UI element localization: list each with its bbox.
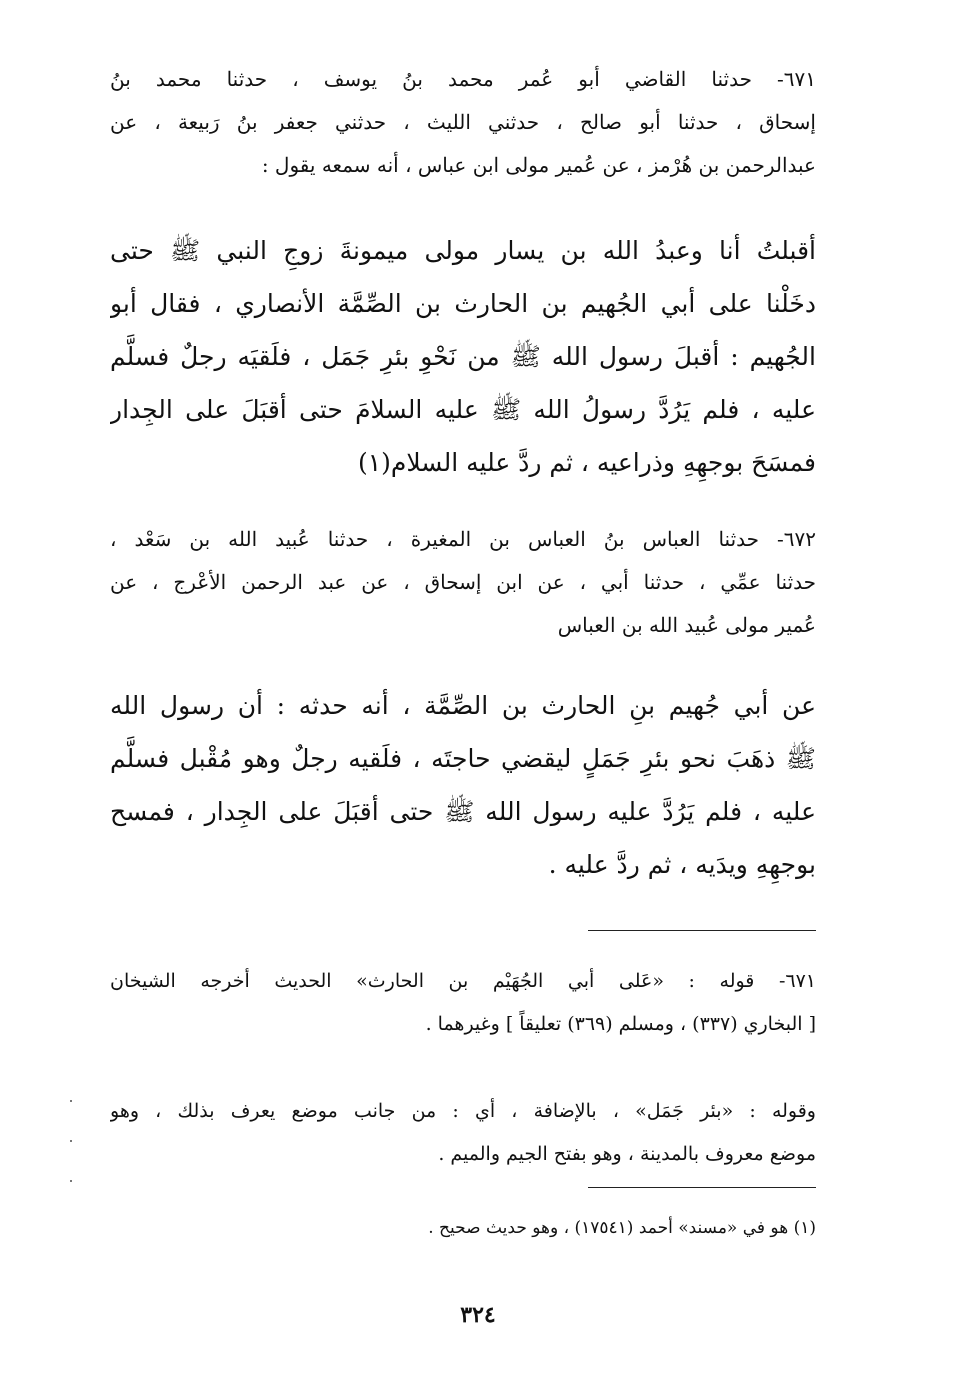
hadith-671-isnad (110, 58, 816, 187)
scan-speck (70, 1100, 72, 1102)
scan-speck (70, 1140, 72, 1142)
matn-line: عن أبي جُهيم بنِ الحارث بن الصِّمَّة ، أنه حدثه : أن رسول الله (110, 691, 816, 720)
commentary-line: ٦٧١- قوله : «عَلى أبي الجُهَيْم بن الحارث» الحديث أخرجه الشيخان (110, 970, 816, 992)
commentary-line: وقوله : «بئر جَمَل» ، بالإضافة ، أي : من جانب موضع يعرف بذلك ، وهو (110, 1100, 816, 1122)
matn-line: الجُهيم : أقبلَ رسول الله ﷺ من نَحْوِ بئرِ جَمَل ، فلَقيَه رجلٌ فسلَّم (110, 342, 816, 371)
isnad-line: عُمير مولى عُبيد الله بن العباس (557, 613, 816, 637)
matn-line: ﷺ ذهَبَ نحو بئرِ جَمَلٍ ليقضي حاجتَه ، فلَقيه رجلٌ وهو مُقْبل فسلَّم (110, 744, 816, 773)
footnote-line: (١) هو في «مسند» أحمد (١٧٥٤١) ، وهو حديث صحيح . (428, 1218, 816, 1238)
scan-speck (70, 1180, 72, 1182)
isnad-line: عبدالرحمن بن هُرْمز ، عن عُمير مولى ابن عباس ، أنه سمعه يقول : (261, 153, 816, 177)
commentary-line: موضع معروف بالمدينة ، وهو بفتح الجيم والميم . (438, 1143, 816, 1165)
isnad-line: ٦٧٢- حدثنا العباس بنُ العباس بن المغيرة ، حدثنا عُبيد الله بن سَعْد ، (110, 527, 816, 551)
hadith-672-matn (110, 679, 816, 891)
commentary-line: [ البخاري (٣٣٧) ، ومسلم (٣٦٩) تعليقاً ] وغيرهما . (425, 1013, 816, 1035)
matn-line: أقبلتُ أنا وعبدُ الله بن يسار مولى ميمونةَ زوجِ النبي ﷺ حتى (110, 236, 816, 265)
commentary-separator (588, 930, 816, 931)
commentary-para-2 (110, 1090, 816, 1176)
hadith-672-isnad (110, 518, 816, 647)
footnote-separator (588, 1187, 816, 1188)
commentary-para-1 (110, 960, 816, 1046)
matn-line: عليه ، فلم يَرُدَّ رسولُ الله ﷺ عليه السلامَ حتى أقبَلَ على الجِدار (110, 395, 816, 424)
footnote (110, 1213, 816, 1243)
isnad-line: ٦٧١- حدثنا القاضي أبو عُمر محمد بنُ يوسف ، حدثنا محمد بنُ (110, 67, 816, 91)
page-number: ٣٢٤ (460, 1302, 496, 1328)
isnad-line: حدثنا عمِّي ، حدثنا أبي ، عن ابن إسحاق ، عن عبد الرحمن الأعْرج ، عن (110, 570, 816, 594)
matn-line: عليه ، فلم يَرُدَّ عليه رسول الله ﷺ حتى أقبَلَ على الجِدار ، فمسح (110, 797, 816, 826)
matn-line: دخَلْنا على أبي الجُهيم بن الحارث بن الصِّمَّة الأنصاري ، فقال أبو (110, 289, 816, 318)
hadith-671-matn (110, 224, 816, 489)
isnad-line: إسحاق ، حدثنا أبو صالح ، حدثني الليث ، حدثني جعفر بنُ رَبيعة ، عن (110, 110, 816, 134)
matn-line: بوجهِهِ ويدَيه ، ثم ردَّ عليه . (548, 850, 816, 879)
matn-line: فمسَحَ بوجهِهِ وذراعيه ، ثم ردَّ عليه السلام(١) (357, 448, 816, 477)
